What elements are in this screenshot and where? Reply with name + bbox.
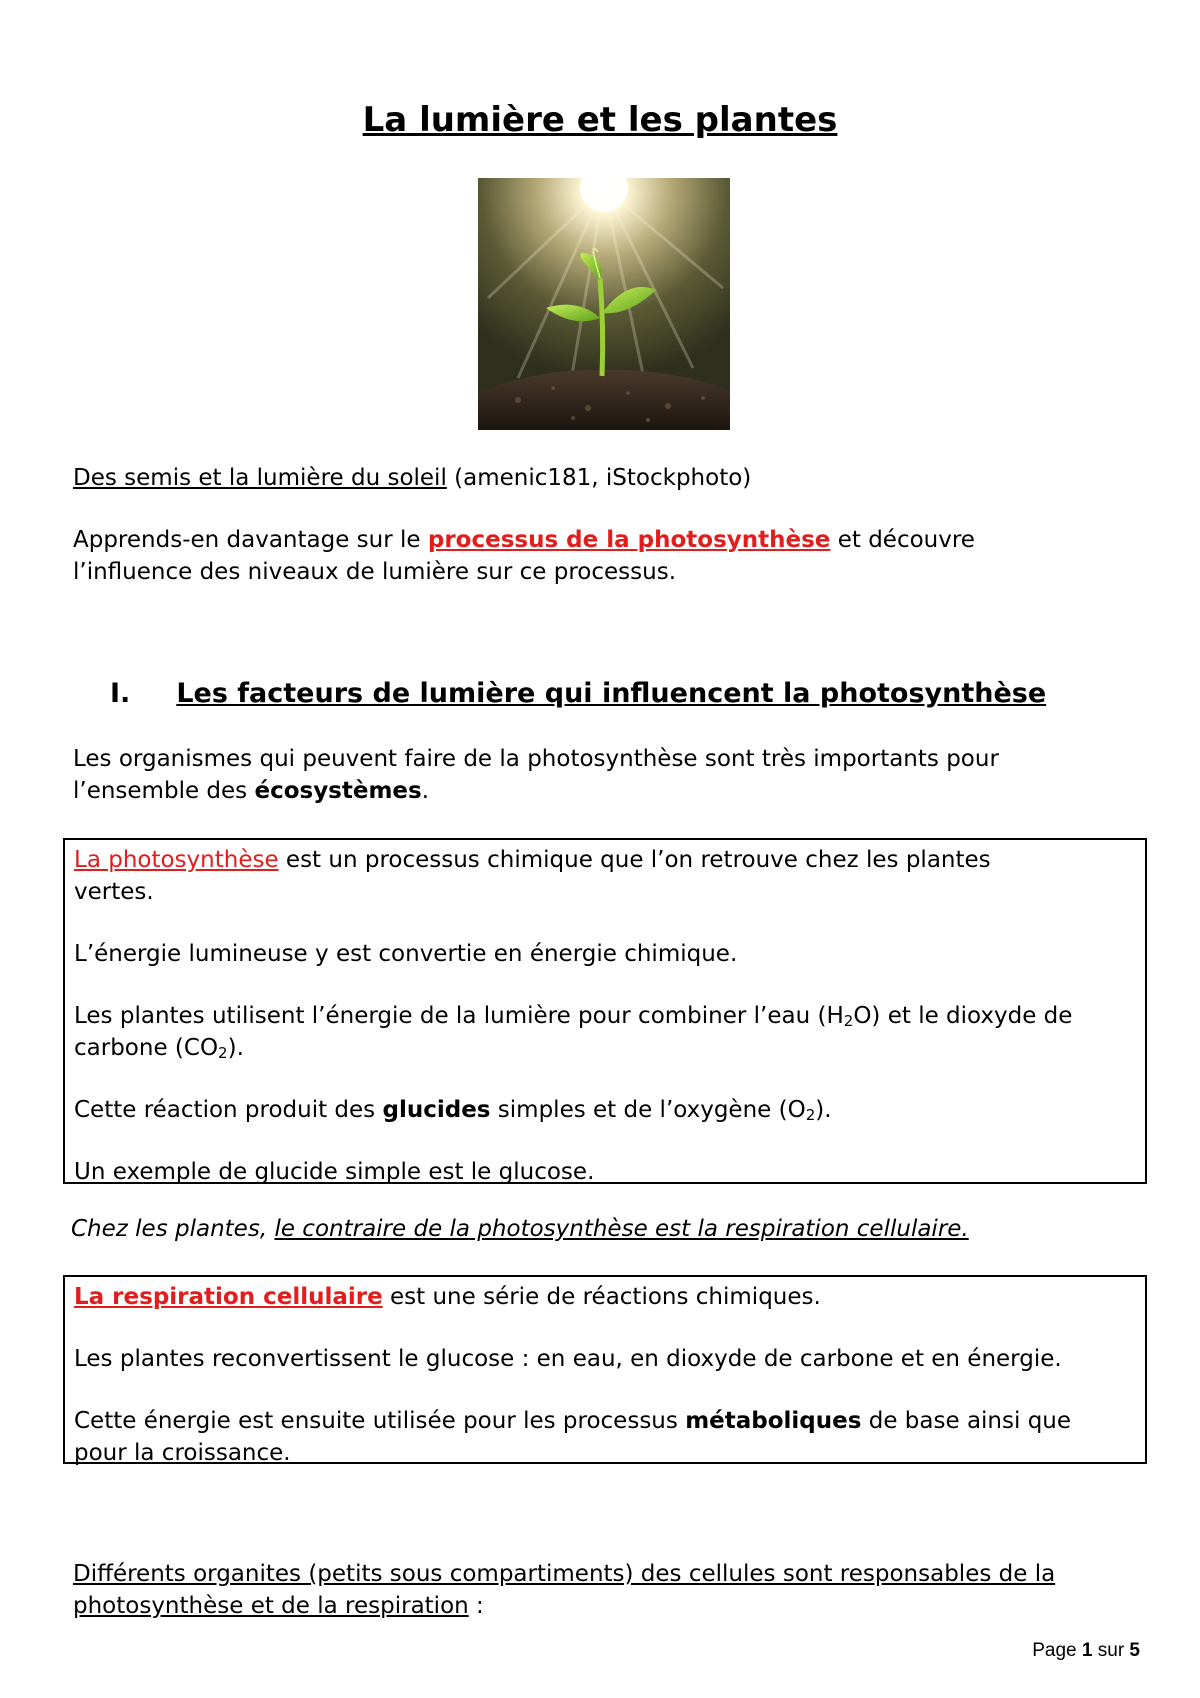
intro-text: Apprends-en davantage sur le [73, 527, 428, 553]
subscript: 2 [843, 1012, 854, 1030]
intro-text-after: et découvre [830, 527, 975, 553]
box2-p3-line1 [74, 1405, 1135, 1437]
subscript: 2 [218, 1044, 228, 1062]
photosynthesis-box [63, 838, 1147, 1184]
box1-p3-text-c: carbone (CO [74, 1035, 219, 1061]
box2-p3-line2: pour la croissance. [74, 1440, 291, 1466]
box1-p3-text-b: O) et le dioxyde de [853, 1003, 1073, 1029]
organites-line2: photosynthèse et de la respiration [73, 1593, 469, 1619]
image-caption [73, 462, 751, 494]
organites-colon: : [468, 1593, 484, 1619]
box1-p3-text-d: ). [227, 1035, 244, 1061]
intro-line2: l’influence des niveaux de lumière sur ce processus. [73, 559, 677, 585]
footer-label: Page [1032, 1640, 1082, 1661]
box2-p3-text-a: Cette énergie est ensuite utilisée pour les processus [74, 1408, 686, 1434]
ecosystem-period: . [421, 778, 430, 804]
box2-p2: Les plantes reconvertissent le glucose : en eau, en dioxyde de carbone et en énergie. [74, 1346, 1062, 1372]
photosynthesis-link[interactable]: La photosynthèse [74, 847, 279, 873]
box1-p5: Un exemple de glucide simple est le glucose. [74, 1159, 595, 1185]
organites-line1: Différents organites (petits sous compartiments) des cellules sont responsables de la [73, 1561, 1056, 1587]
box1-p1-line2: vertes. [74, 879, 154, 905]
section-heading [110, 678, 1046, 709]
contrast-text: Chez les plantes, [71, 1216, 275, 1242]
page-footer [1032, 1640, 1140, 1662]
box1-p4-text-c: ). [815, 1097, 832, 1123]
total-pages: 5 [1129, 1640, 1140, 1661]
box2-p3-text-b: de base ainsi que [861, 1408, 1072, 1434]
glucides-term: glucides [382, 1097, 491, 1123]
caption-credit: (amenic181, iStockphoto) [446, 465, 752, 491]
seedling-photo [478, 178, 730, 430]
section-title: Les facteurs de lumière qui influencent la photosynthèse [176, 678, 1047, 709]
contrast-sentence [71, 1213, 969, 1245]
box1-p4-text-a: Cette réaction produit des [74, 1097, 383, 1123]
contrast-underlined: le contraire de la photosynthèse est la respiration cellulaire. [274, 1216, 969, 1242]
photosynthesis-process-link[interactable]: processus de la photosynthèse [427, 527, 831, 553]
box2-p1-text: est une série de réactions chimiques. [382, 1284, 821, 1310]
seedling-image [478, 178, 730, 430]
box1-p2: L’énergie lumineuse y est convertie en énergie chimique. [74, 941, 738, 967]
box1-p3-line2 [74, 1032, 1135, 1064]
footer-sur: sur [1092, 1640, 1130, 1661]
respiration-link[interactable]: La respiration cellulaire [74, 1284, 383, 1310]
box1-p4 [74, 1094, 1135, 1126]
caption-link[interactable]: Des semis et la lumière du soleil [73, 465, 447, 491]
box1-p3-text-a: Les plantes utilisent l’énergie de la lumière pour combiner l’eau (H [74, 1003, 844, 1029]
ecosystems-term: écosystèmes [254, 778, 422, 804]
respiration-box [63, 1275, 1147, 1464]
ecosystem-text: l’ensemble des [73, 778, 255, 804]
box1-p3-line1 [74, 1000, 1135, 1032]
current-page: 1 [1081, 1640, 1093, 1661]
organites-paragraph [73, 1558, 1055, 1622]
page-title: La lumière et les plantes [362, 100, 838, 140]
metaboliques-term: métaboliques [685, 1408, 862, 1434]
box1-p1-text: est un processus chimique que l’on retrouve chez les plantes [278, 847, 991, 873]
ecosystem-line1: Les organismes qui peuvent faire de la photosynthèse sont très importants pour [73, 746, 999, 772]
subscript: 2 [805, 1106, 816, 1124]
section-number: I. [110, 678, 131, 709]
box1-p4-text-b: simples et de l’oxygène (O [490, 1097, 806, 1123]
ecosystem-paragraph [73, 743, 999, 807]
intro-paragraph [73, 524, 975, 588]
